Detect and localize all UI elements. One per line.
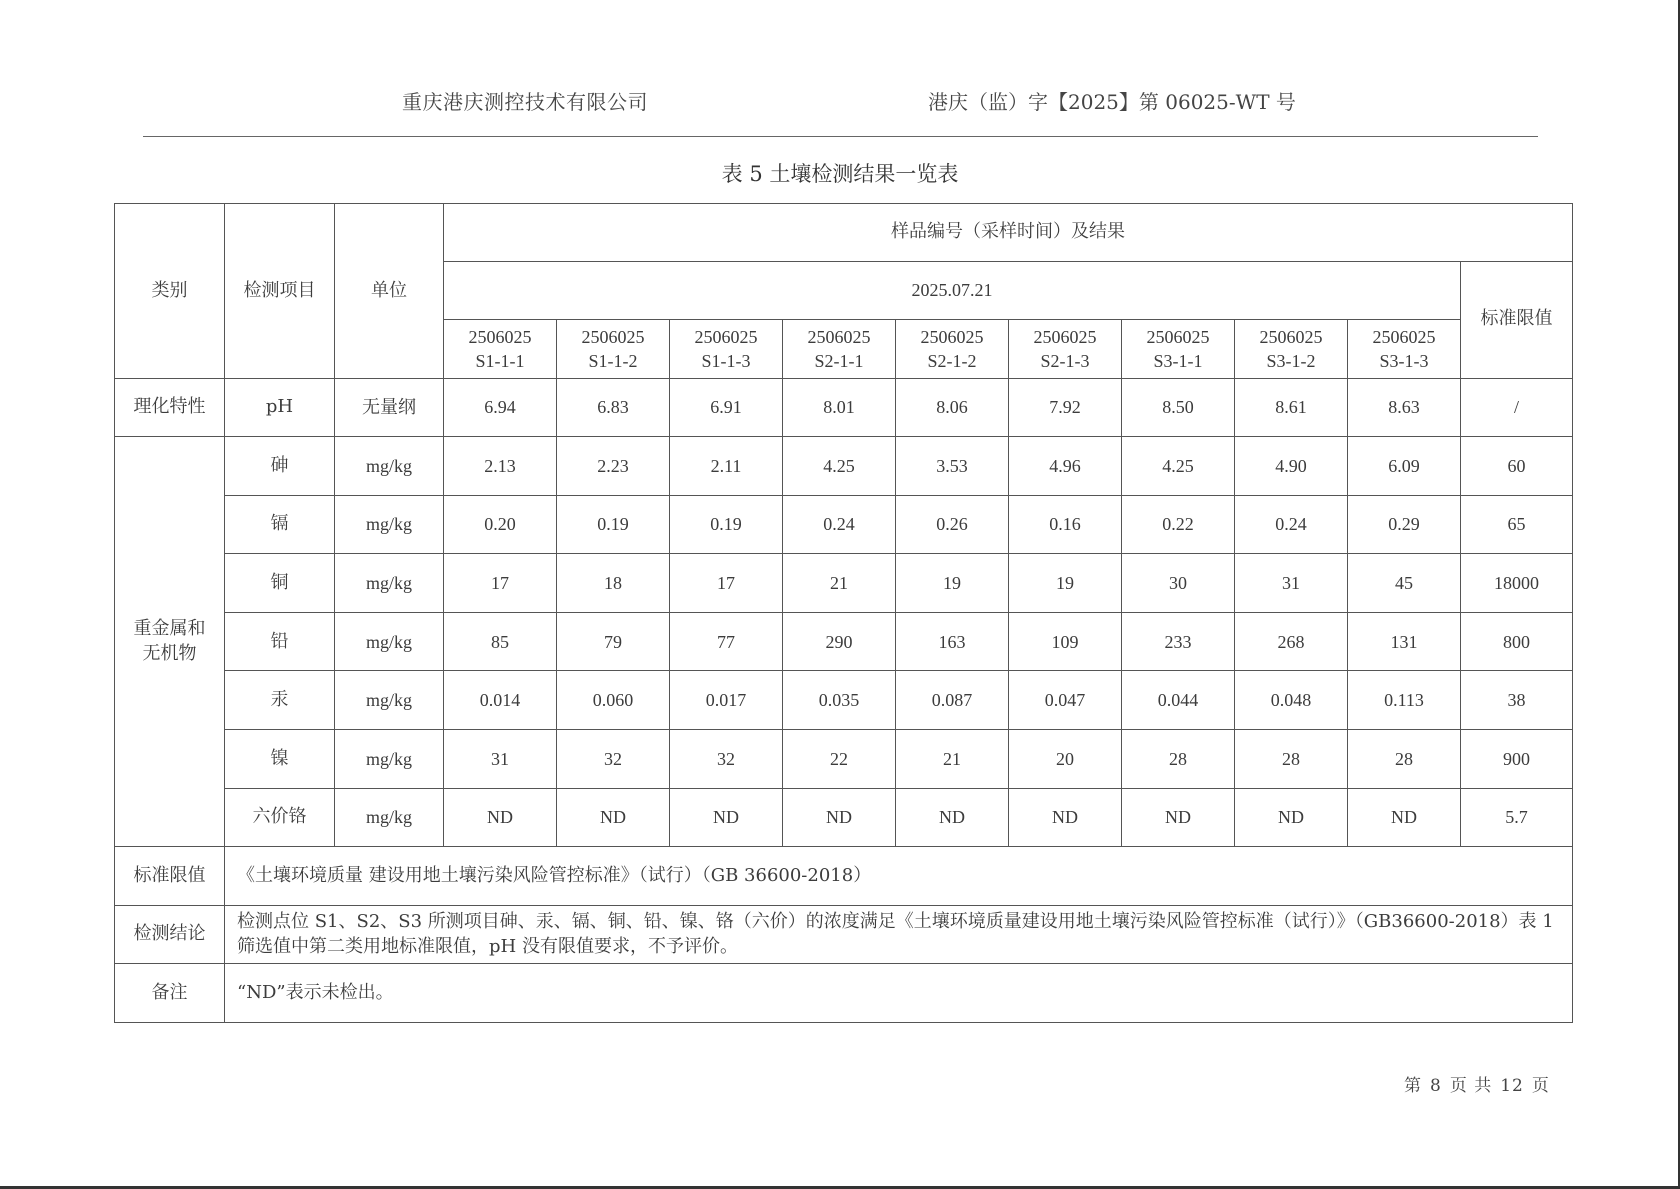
- conclusion-text: 检测点位 S1、S2、S3 所测项目砷、汞、镉、铜、铅、镍、铬（六价）的浓度满足《土壤环境质量建设用地土壤污染风险管控标准（试行）》（GB36600-2018）表 1 筛选值中第二类用地标准限值，pH 没有限值要求，不予评价。: [225, 905, 1573, 964]
- sample-id-header: [444, 320, 557, 379]
- result-value: 0.29: [1348, 495, 1461, 554]
- page-total: 12: [1500, 1076, 1524, 1096]
- result-value: 28: [1235, 730, 1348, 789]
- result-value: 28: [1122, 730, 1235, 789]
- limit-value: /: [1461, 378, 1573, 437]
- result-value: 290: [783, 612, 896, 671]
- header-row-1: [115, 204, 1573, 262]
- sample-id-line1: 2506025: [581, 326, 645, 347]
- result-value: 0.24: [783, 495, 896, 554]
- result-value: ND: [1122, 788, 1235, 847]
- page-number: [1400, 1071, 1554, 1096]
- result-value: 8.61: [1235, 378, 1348, 437]
- result-value: 19: [1009, 554, 1122, 613]
- sample-id-line2: S3-1-2: [1266, 350, 1316, 371]
- sample-id-line1: 2506025: [1372, 326, 1436, 347]
- result-value: 0.24: [1235, 495, 1348, 554]
- table-row: [115, 437, 1573, 496]
- sample-id-line1: 2506025: [1146, 326, 1210, 347]
- category-metals: [115, 437, 225, 847]
- result-value: 21: [783, 554, 896, 613]
- test-item: 铅: [225, 612, 335, 671]
- sample-id-line1: 2506025: [1033, 326, 1097, 347]
- limit-value: 60: [1461, 437, 1573, 496]
- test-item: 砷: [225, 437, 335, 496]
- table-row: [115, 495, 1573, 554]
- col-header-item: 检测项目: [225, 204, 335, 379]
- sample-id-line2: S2-1-2: [927, 350, 977, 371]
- sample-id-line1: 2506025: [694, 326, 758, 347]
- remark-text: “ND”表示未检出。: [225, 964, 1573, 1023]
- result-value: ND: [1235, 788, 1348, 847]
- result-value: 22: [783, 730, 896, 789]
- sample-id-header: [896, 320, 1009, 379]
- table-row: [115, 378, 1573, 437]
- result-value: 131: [1348, 612, 1461, 671]
- result-value: 0.060: [557, 671, 670, 730]
- result-value: 8.50: [1122, 378, 1235, 437]
- result-value: 30: [1122, 554, 1235, 613]
- result-value: 4.25: [1122, 437, 1235, 496]
- result-value: 0.017: [670, 671, 783, 730]
- category-metals-line2: 无机物: [142, 642, 197, 664]
- sample-id-line1: 2506025: [1259, 326, 1323, 347]
- category-metals-line1: 重金属和: [133, 618, 206, 640]
- limit-value: 65: [1461, 495, 1573, 554]
- result-value: 6.09: [1348, 437, 1461, 496]
- sample-id-header: [1348, 320, 1461, 379]
- unit: mg/kg: [335, 554, 444, 613]
- test-item: 铜: [225, 554, 335, 613]
- sample-id-line2: S2-1-1: [814, 350, 864, 371]
- result-value: 0.22: [1122, 495, 1235, 554]
- result-value: 6.94: [444, 378, 557, 437]
- col-header-unit: 单位: [335, 204, 444, 379]
- result-value: 17: [444, 554, 557, 613]
- test-item: 汞: [225, 671, 335, 730]
- result-value: 32: [670, 730, 783, 789]
- result-value: ND: [557, 788, 670, 847]
- result-value: 8.06: [896, 378, 1009, 437]
- result-value: 6.91: [670, 378, 783, 437]
- col-header-samples-group: 样品编号（采样时间）及结果: [444, 204, 1573, 262]
- result-value: ND: [783, 788, 896, 847]
- sample-id-line2: S1-1-1: [475, 350, 525, 371]
- result-value: 20: [1009, 730, 1122, 789]
- result-value: 3.53: [896, 437, 1009, 496]
- result-value: 109: [1009, 612, 1122, 671]
- remark-label: 备注: [115, 964, 225, 1023]
- page-current: 8: [1430, 1076, 1442, 1096]
- result-value: 19: [896, 554, 1009, 613]
- sample-id-line1: 2506025: [920, 326, 984, 347]
- soil-results-table: [114, 203, 1573, 1023]
- result-value: 0.035: [783, 671, 896, 730]
- result-value: 45: [1348, 554, 1461, 613]
- result-value: 4.96: [1009, 437, 1122, 496]
- result-value: ND: [670, 788, 783, 847]
- standard-text: 《土壤环境质量 建设用地土壤污染风险管控标准》（试行）（GB 36600-2018）: [225, 847, 1573, 906]
- unit: mg/kg: [335, 612, 444, 671]
- result-value: 0.044: [1122, 671, 1235, 730]
- result-value: 8.01: [783, 378, 896, 437]
- page-mid: 页 共: [1449, 1076, 1493, 1096]
- sample-id-line2: S1-1-2: [588, 350, 638, 371]
- result-value: 2.11: [670, 437, 783, 496]
- result-value: 77: [670, 612, 783, 671]
- result-value: 17: [670, 554, 783, 613]
- result-value: 0.16: [1009, 495, 1122, 554]
- category-physchem: 理化特性: [115, 378, 225, 437]
- result-value: 31: [1235, 554, 1348, 613]
- sample-id-header: [670, 320, 783, 379]
- result-value: 0.048: [1235, 671, 1348, 730]
- result-value: 21: [896, 730, 1009, 789]
- result-value: 4.90: [1235, 437, 1348, 496]
- limit-value: 18000: [1461, 554, 1573, 613]
- result-value: ND: [896, 788, 1009, 847]
- conclusion-label: 检测结论: [115, 905, 225, 964]
- result-value: 2.23: [557, 437, 670, 496]
- result-value: 18: [557, 554, 670, 613]
- table-caption: 表 5 土壤检测结果一览表: [721, 162, 959, 186]
- col-header-limit: 标准限值: [1461, 261, 1573, 378]
- sample-id-line2: S1-1-3: [701, 350, 751, 371]
- table-row: [115, 554, 1573, 613]
- result-value: 28: [1348, 730, 1461, 789]
- result-value: 0.047: [1009, 671, 1122, 730]
- sample-date: 2025.07.21: [444, 261, 1461, 320]
- result-value: 7.92: [1009, 378, 1122, 437]
- sample-id-header: [1235, 320, 1348, 379]
- result-value: 233: [1122, 612, 1235, 671]
- page-suffix: 页: [1531, 1076, 1550, 1096]
- table-row: [115, 730, 1573, 789]
- table-row: [115, 612, 1573, 671]
- page-prefix: 第: [1404, 1076, 1422, 1096]
- result-value: 163: [896, 612, 1009, 671]
- sample-id-header: [1009, 320, 1122, 379]
- sample-id-line2: S3-1-1: [1153, 350, 1203, 371]
- sample-id-header: [557, 320, 670, 379]
- remark-row: [115, 964, 1573, 1023]
- table-row: [115, 671, 1573, 730]
- result-value: 85: [444, 612, 557, 671]
- limit-value: 5.7: [1461, 788, 1573, 847]
- test-item: 镍: [225, 730, 335, 789]
- sample-id-header: [1122, 320, 1235, 379]
- test-item: 六价铬: [225, 788, 335, 847]
- col-header-category: 类别: [115, 204, 225, 379]
- result-value: 0.19: [670, 495, 783, 554]
- company-name: 重庆港庆测控技术有限公司: [402, 90, 648, 114]
- unit: 无量纲: [335, 378, 444, 437]
- header-rule: [143, 136, 1538, 137]
- unit: mg/kg: [335, 437, 444, 496]
- unit: mg/kg: [335, 788, 444, 847]
- sample-id-line1: 2506025: [468, 326, 532, 347]
- table-row: [115, 788, 1573, 847]
- unit: mg/kg: [335, 671, 444, 730]
- test-item: pH: [225, 378, 335, 437]
- result-value: 4.25: [783, 437, 896, 496]
- result-value: 0.113: [1348, 671, 1461, 730]
- result-value: 0.19: [557, 495, 670, 554]
- result-value: 0.087: [896, 671, 1009, 730]
- limit-value: 38: [1461, 671, 1573, 730]
- sample-id-line2: S3-1-3: [1379, 350, 1429, 371]
- sample-id-header: [783, 320, 896, 379]
- result-value: 31: [444, 730, 557, 789]
- result-value: 0.26: [896, 495, 1009, 554]
- result-value: 6.83: [557, 378, 670, 437]
- result-value: 268: [1235, 612, 1348, 671]
- sample-id-line1: 2506025: [807, 326, 871, 347]
- result-value: ND: [1009, 788, 1122, 847]
- result-value: 8.63: [1348, 378, 1461, 437]
- result-value: 0.014: [444, 671, 557, 730]
- sample-id-line2: S2-1-3: [1040, 350, 1090, 371]
- unit: mg/kg: [335, 495, 444, 554]
- result-value: 32: [557, 730, 670, 789]
- standard-label: 标准限值: [115, 847, 225, 906]
- result-value: ND: [1348, 788, 1461, 847]
- result-value: 2.13: [444, 437, 557, 496]
- report-number: 港庆（监）字【2025】第 06025-WT 号: [928, 90, 1296, 114]
- limit-value: 800: [1461, 612, 1573, 671]
- unit: mg/kg: [335, 730, 444, 789]
- standard-row: [115, 847, 1573, 906]
- result-value: 0.20: [444, 495, 557, 554]
- limit-value: 900: [1461, 730, 1573, 789]
- result-value: 79: [557, 612, 670, 671]
- test-item: 镉: [225, 495, 335, 554]
- conclusion-row: [115, 905, 1573, 964]
- result-value: ND: [444, 788, 557, 847]
